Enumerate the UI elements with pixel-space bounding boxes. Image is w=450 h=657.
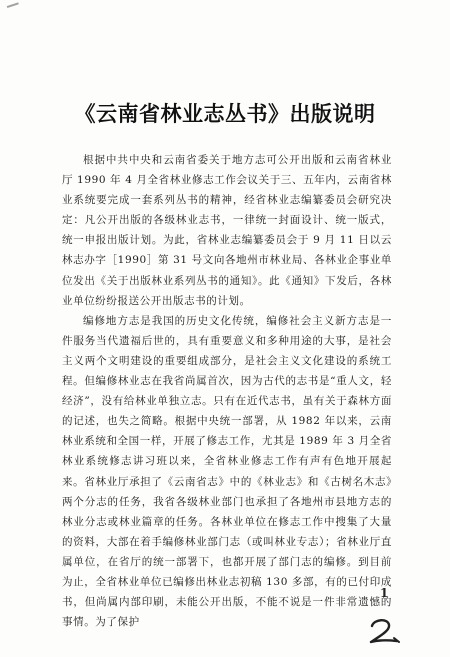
handwritten-page-mark bbox=[364, 617, 402, 645]
body-text bbox=[62, 150, 392, 632]
corner-scan-mark bbox=[7, 2, 22, 15]
page-number: 1 bbox=[380, 586, 389, 600]
paragraph-1: 根据中共中央和云南省委关于地方志可公开出版和云南省林业厅 1990 年 4 月全省林业修志工作会议关于三、五年内，云南省林业系统要完成一套系列丛书的精神，经省林业志编纂委员会研究决定：凡公开出版的各级林业志书，一律统一封面设计、统一版式，统一申报出版计划。为此，省林业志编纂委员会于 9 月 11 日以云林志办字［1990］第 31 号文向各地州市林业局、各林业企事业单位发出《关于出版林业系列丛书的通知》。此《通知》下发后，各林业单位纷纷报送公开出版志书的计划。 bbox=[62, 154, 392, 307]
paragraph-2: 编修地方志是我国的历史文化传统，编修社会主义新方志是一件服务当代遗福后世的，具有重要意义和多种用途的大事，是社会主义两个文明建设的重要组成部分，是社会主义文化建设的系统工程。但编修林业志在我省尚属首次，因为古代的志书是“重人文，轻经济”，没有给林业单独立志。只有在近代志书，虽有关于森林方面的记述，也失之简略。根据中央统一部署，从 1982 年以来，云南林业系统和全国一样，开展了修志工作，尤其是 1989 年 3 月全省林业系统修志讲习班以来，全省林业修志工作有声有色地开展起来。省林业厅承担了《云南省志》中的《林业志》和《古树名木志》两个分志的任务，我省各级林业部门也承担了各地州市县地方志的林业分志或林业篇章的任务。各林业单位在修志工作中搜集了大量的资料，大部在着手编修林业部门志（或叫林业专志）；省林业厅直属单位，在省厅的统一部署下，也都开展了部门志的编修。到目前为止，全省林业单位已编修出林业志初稿 130 多部，有的已付印成书，但尚属内部印刷，未能公开出版，不能不说是一件非常遗憾的事情。为了保护 bbox=[62, 314, 392, 629]
page-title: 《云南省林业志丛书》出版说明 bbox=[74, 102, 376, 126]
